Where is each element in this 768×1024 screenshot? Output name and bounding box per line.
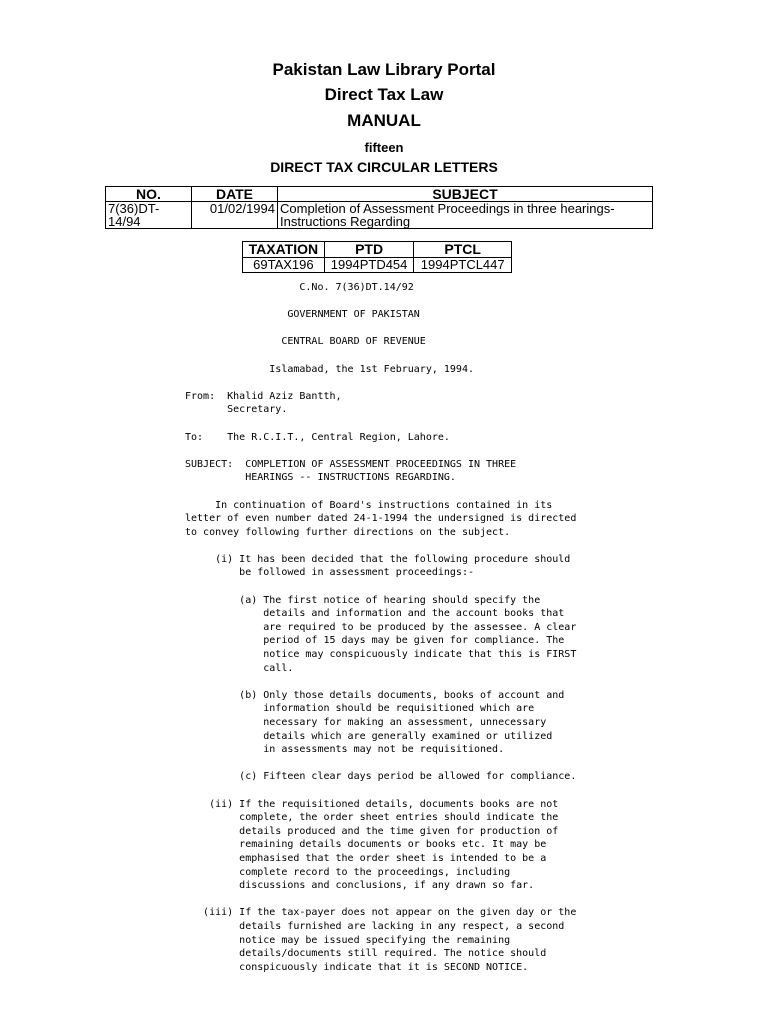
circular-letter-body: C.No. 7(36)DT.14/92 GOVERNMENT OF PAKISTAN CENTRAL BOARD OF REVENUE Islamabad, the 1st February, 1994. From: Khalid Aziz Bantth, Secretary. To: The R.C.I.T., Central Region, Lahore. SUBJECT: COMPLETION OF ASSESSMENT PROCEEDINGS IN THREE HEARINGS -- INSTRUCTIONS REGARDING. In continuation of Board's instructions contained in its letter of even number dated 24-1-1994 the undersigned is directed to convey following further directions on the subject. (i) It has been decided that the following procedure should be followed in assessment proceedings:- (a) The first notice of hearing should specify the details and information and the account books that are required to be produced by the assessee. A clear period of 15 days may be given for compliance. The notice may conspicuously indicate that this is FIRST call. (b) Only those details documents, books of account and information should be requisitioned which are necessary for making an assessment, unnecessary details which are generally examined or utilized in assessments may not be requisitioned. (c) Fifteen clear days period be allowed for compliance. (ii) If the requisitioned details, documents books are not complete, the order sheet entries should indicate the details produced and the time given for production of remaining details documents or books etc. It may be emphasised that the order sheet is intended to be a complete record to the proceedings, including discussions and conclusions, if any drawn so far. (iii) If the tax-payer does not appear on the given day or the details furnished are lacking in any respect, a second notice may be issued specifying the remaining details/documents still required. The notice should conspicuously indicate that it is SECOND NOTICE. [185,282,577,973]
header-ptcl: PTCL [414,242,512,258]
cell-date: 01/02/1994 [192,202,278,229]
citations-table [242,241,512,273]
citations-header-row [243,242,512,258]
category-title: Direct Tax Law [324,85,444,104]
chapter-word: fifteen [364,140,404,155]
portal-title: Pakistan Law Library Portal [272,60,496,79]
header-ptd: PTD [324,242,414,258]
header-date: DATE [192,187,278,202]
citations-row [243,258,512,273]
table-row [106,202,653,229]
header-no: NO. [106,187,192,202]
cell-subject: Completion of Assessment Proceedings in three hearings- Instructions Regarding [278,202,653,229]
cell-taxation: 69TAX196 [243,258,325,273]
table-header-row [106,187,653,202]
circular-letters-table [105,186,653,229]
manual-title: MANUAL [347,111,421,130]
chapter-title: DIRECT TAX CIRCULAR LETTERS [270,159,498,175]
header-taxation: TAXATION [243,242,325,258]
cell-no: 7(36)DT- 14/94 [106,202,192,229]
cell-ptd: 1994PTD454 [324,258,414,273]
header-subject: SUBJECT [278,187,653,202]
cell-ptcl: 1994PTCL447 [414,258,512,273]
